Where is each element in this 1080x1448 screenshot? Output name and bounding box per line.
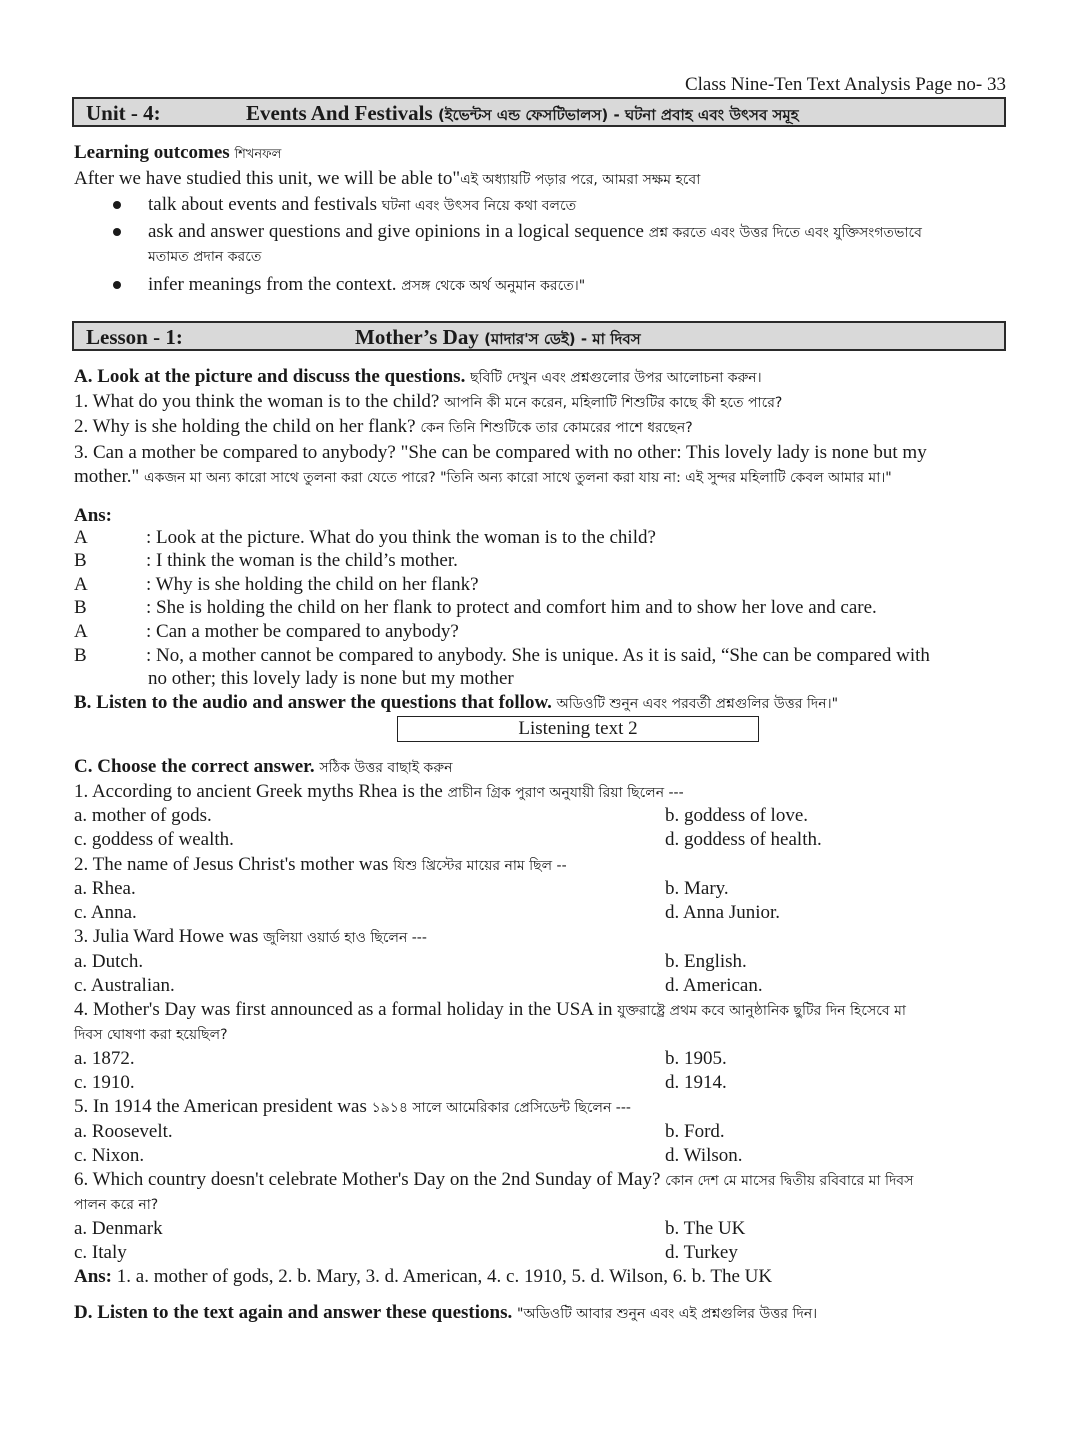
mcq-option: a. Rhea. [74,878,136,899]
listening-text-box: Listening text 2 [397,716,759,742]
dialogue-line: : Look at the picture. What do you think the woman is to the child? [146,527,656,548]
mcq-option: b. English. [665,951,747,972]
bullet-icon [113,228,121,236]
mcq-question-1 [74,781,684,804]
unit-title-suffix: - ঘটনা প্রবাহ এবং উৎসব সমূহ [613,106,799,124]
section-a-question-1 [74,391,782,414]
learning-intro-en: After we have studied this unit, we will be able to" [74,168,461,189]
bullet-text-bn: প্রশ্ন করতে এবং উত্তর দিতে এবং যুক্তিসংগতভাবে [648,225,922,241]
learning-bullet-3 [148,274,585,297]
lesson-label: Lesson - 1: [86,325,183,349]
section-a-heading-en: A. Look at the picture and discuss the questions. [74,366,466,387]
lesson-title [355,325,641,353]
section-a-question-3-cont [74,466,892,489]
unit-header-bar [72,97,1006,127]
unit-title-en: Events And Festivals [246,101,433,125]
dialogue-line: : She is holding the child on her flank to protect and comfort him and to show her love and care. [146,597,877,618]
mcq-question-4-cont: দিবস ঘোষণা করা হয়েছিল? [74,1027,228,1043]
section-a-heading-bn: ছবিটি দেখুন এবং প্রশ্নগুলোর উপর আলোচনা করুন। [470,370,762,386]
dialogue-line: : I think the woman is the child’s mother. [146,550,458,571]
dialogue-line-cont: no other; this lovely lady is none but my mother [148,668,514,689]
unit-label: Unit - 4: [86,101,161,125]
question-text-bn: ১৯১৪ সালে আমেরিকার প্রেসিডেন্ট ছিলেন --- [371,1100,631,1116]
mcq-option: b. goddess of love. [665,805,809,826]
section-b-heading [74,692,838,715]
learning-heading-bn: শিখনফল [234,147,282,162]
answers-text: 1. a. mother of gods, 2. b. Mary, 3. d. American, 4. c. 1910, 5. d. Wilson, 6. b. The UK [116,1266,773,1287]
lesson-title-en: Mother’s Day [355,325,479,349]
dialogue-line: : Why is she holding the child on her flank? [146,574,479,595]
learning-intro [74,168,700,191]
mcq-question-5 [74,1096,631,1119]
learning-outcomes-heading [74,142,281,166]
bullet-text-bn: ঘটনা এবং উৎসব নিয়ে কথা বলতে [381,198,577,214]
mcq-option: d. goddess of health. [665,829,822,850]
mcq-option: c. Anna. [74,902,137,923]
question-text: 1. According to ancient Greek myths Rhea is the [74,781,443,802]
section-c-heading-en: C. Choose the correct answer. [74,756,315,777]
question-text: 1. What do you think the woman is to the child? [74,391,440,412]
section-a-heading [74,366,762,389]
dialogue-speaker: A [74,527,88,548]
answers-label: Ans: [74,1266,113,1287]
mcq-option: b. The UK [665,1218,746,1239]
mcq-option: d. Wilson. [665,1145,743,1166]
unit-title [246,101,799,129]
dialogue-speaker: B [74,645,87,666]
mcq-option: d. American. [665,975,763,996]
dialogue-speaker: B [74,550,87,571]
page-header: Class Nine-Ten Text Analysis Page no- 33 [684,74,1006,95]
section-d-heading-bn: "অডিওটি আবার শুনুন এবং এই প্রশ্নগুলির উত্তর দিন। [517,1306,818,1322]
mcq-option: b. Ford. [665,1121,725,1142]
question-text-bn: কেন তিনি শিশুটিকে তার কোমরের পাশে ধরছেন? [420,420,693,436]
mcq-option: d. Turkey [665,1242,738,1263]
section-a-question-2 [74,416,693,439]
section-c-answers [74,1266,772,1288]
bullet-text-en: ask and answer questions and give opinions in a logical sequence [148,221,644,242]
mcq-option: b. Mary. [665,878,729,899]
question-text: 5. In 1914 the American president was [74,1096,367,1117]
question-text-bn: যুক্তরাষ্ট্রে প্রথম কবে আনুষ্ঠানিক ছুটির দিন হিসেবে মা [617,1003,906,1019]
question-text: 4. Mother's Day was first announced as a formal holiday in the USA in [74,999,613,1020]
dialogue-speaker: A [74,621,88,642]
mcq-option: a. Roosevelt. [74,1121,173,1142]
section-d-heading [74,1302,817,1325]
bullet-text-en: infer meanings from the context. [148,274,397,295]
learning-bullet-2 [148,221,922,244]
mcq-option: c. goddess of wealth. [74,829,234,850]
lesson-header-bar [72,321,1006,351]
question-text: 2. The name of Jesus Christ's mother was [74,854,389,875]
unit-title-bn: (ইভেন্টস এন্ড ফেসটিভালস) [437,106,609,124]
mcq-option: a. Dutch. [74,951,144,972]
mcq-option: a. 1872. [74,1048,135,1069]
section-c-heading [74,756,452,779]
question-text-bn: একজন মা অন্য কারো সাথে তুলনা করা যেতে পারে? "তিনি অন্য কারো সাথে তুলনা করা যায় না: এই সুন্দর মহিলাটি কেবল আমার মা।" [144,470,892,486]
mcq-option: c. Australian. [74,975,175,996]
learning-heading-en: Learning outcomes [74,142,230,163]
mcq-option: d. Anna Junior. [665,902,781,923]
question-text-bn: কোন দেশ মে মাসের দ্বিতীয় রবিবারে মা দিবস [665,1173,914,1189]
section-a-question-3: 3. Can a mother be compared to anybody? "She can be compared with no other: This lovely lady is none but my [74,442,927,463]
mcq-question-3 [74,926,427,949]
section-b-heading-bn: অডিওটি শুনুন এবং পরবর্তী প্রশ্নগুলির উত্তর দিন।" [556,696,839,712]
bullet-text-bn: প্রসঙ্গ থেকে অর্থ অনুমান করতে।" [401,278,586,294]
dialogue-line: : Can a mother be compared to anybody? [146,621,459,642]
section-a-ans-label: Ans: [74,505,113,526]
question-text: 2. Why is she holding the child on her flank? [74,416,416,437]
mcq-option: c. 1910. [74,1072,135,1093]
question-text-bn: প্রাচীন গ্রিক পুরাণ অনুযায়ী রিয়া ছিলেন --- [447,785,684,801]
bullet-text-en: talk about events and festivals [148,194,377,215]
learning-bullet-2-cont: মতামত প্রদান করতে [148,249,262,265]
section-d-heading-en: D. Listen to the text again and answer these questions. [74,1302,513,1323]
mcq-option: a. mother of gods. [74,805,212,826]
learning-bullet-1 [148,194,576,217]
mcq-question-6 [74,1169,913,1192]
dialogue-speaker: A [74,574,88,595]
question-text-bn: জুলিয়া ওয়ার্ড হাও ছিলেন --- [263,930,427,946]
lesson-title-bn: (মাদার'স ডেই) [484,330,576,348]
question-text: 3. Julia Ward Howe was [74,926,259,947]
mcq-question-4 [74,999,906,1022]
mcq-question-2 [74,854,567,877]
question-text: 6. Which country doesn't celebrate Mother's Day on the 2nd Sunday of May? [74,1169,661,1190]
question-text-bn: আপনি কী মনে করেন, মহিলাটি শিশুটির কাছে কী হতে পারে? [444,395,783,411]
dialogue-line: : No, a mother cannot be compared to anybody. She is unique. As it is said, “She can be compared with [146,645,930,666]
mcq-question-6-cont: পালন করে না? [74,1197,159,1213]
mcq-option: b. 1905. [665,1048,727,1069]
lesson-title-suffix: - মা দিবস [580,330,641,348]
section-b-heading-en: B. Listen to the audio and answer the questions that follow. [74,692,552,713]
mcq-option: a. Denmark [74,1218,163,1239]
section-c-heading-bn: সঠিক উত্তর বাছাই করুন [319,760,453,776]
learning-intro-bn: এই অধ্যায়টি পড়ার পরে, আমরা সক্ষম হবো [460,172,701,188]
mcq-option: c. Italy [74,1242,127,1263]
bullet-icon [113,281,121,289]
mcq-option: c. Nixon. [74,1145,145,1166]
mcq-option: d. 1914. [665,1072,727,1093]
question-text: mother." [74,466,140,487]
dialogue-speaker: B [74,597,87,618]
question-text-bn: যিশু খ্রিস্টের মায়ের নাম ছিল -- [393,858,567,874]
bullet-icon [113,201,121,209]
